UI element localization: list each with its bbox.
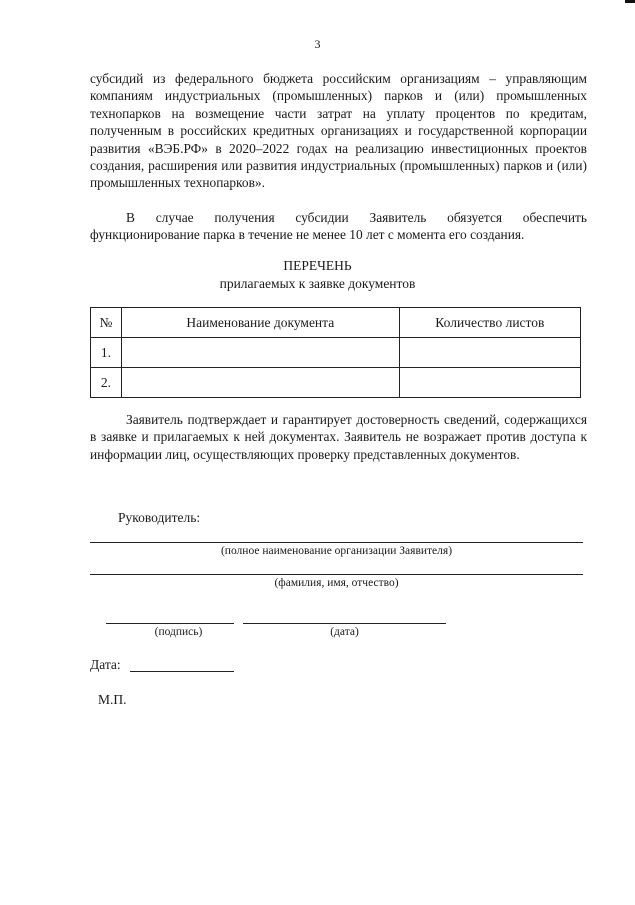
header-document-name: Наименование документа: [121, 308, 399, 338]
page-number: 3: [314, 37, 321, 51]
header-number: №: [91, 308, 122, 338]
paragraph-park-obligation: В случае получения субсидии Заявитель обязуется обеспечить функционирование парка в течение не менее 10 лет с момента его создания.: [90, 210, 587, 243]
signature-caption: (подпись): [154, 626, 203, 638]
fio-line: [90, 574, 583, 575]
row-document-name: [121, 338, 399, 368]
fio-caption: (фамилия, имя, отчество): [274, 577, 399, 589]
date-line: [243, 623, 446, 624]
corner-mark: [625, 0, 635, 3]
paragraph-applicant-guarantee: Заявитель подтверждает и гарантирует достоверность сведений, содержащихся в заявке и прилагаемых к ней документах. Заявитель не возражает против доступа к информации лиц, осуществляющих проверку представленных документов.: [90, 412, 587, 462]
row-number: 1.: [91, 338, 122, 368]
list-title: ПЕРЕЧЕНЬ: [283, 258, 352, 273]
seal-label: М.П.: [98, 692, 127, 707]
documents-table: [90, 307, 581, 398]
date-caption: (дата): [330, 626, 359, 638]
table-header-row: [91, 308, 581, 338]
date-label: Дата:: [90, 657, 121, 672]
org-name-caption: (полное наименование организации Заявителя): [220, 545, 453, 557]
row-sheet-count: [399, 368, 580, 398]
paragraph-subsidy-purpose: субсидий из федерального бюджета российским организациям – управляющим компаниям индустриальных (промышленных) парков и (или) промышленных технопарков на возмещение части затрат на уплату процентов по кредитам, полученным в российских кредитных организациях и государственной корпорации развития «ВЭБ.РФ» в 2020–2022 годах на реализацию инвестиционных проектов создания, расширения или развития индустриальных (промышленных) парков и (или) промышленных технопарков».: [90, 71, 587, 191]
row-document-name: [121, 368, 399, 398]
signature-line: [106, 623, 234, 624]
table-row: [91, 368, 581, 398]
table-row: [91, 338, 581, 368]
list-subtitle: прилагаемых к заявке документов: [219, 276, 416, 291]
row-number: 2.: [91, 368, 122, 398]
head-label: Руководитель:: [118, 510, 201, 525]
row-sheet-count: [399, 338, 580, 368]
org-name-line: [90, 542, 583, 543]
header-sheet-count: Количество листов: [399, 308, 580, 338]
date-entry-line: [130, 671, 234, 672]
